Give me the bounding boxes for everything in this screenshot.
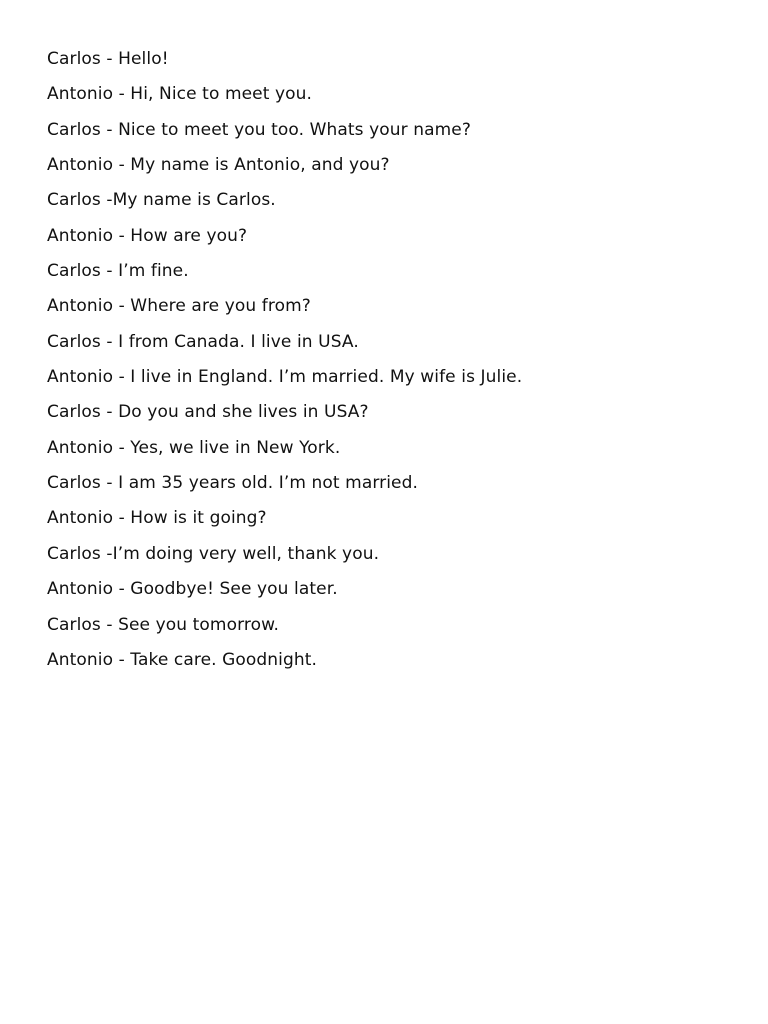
dialogue-line: Carlos - See you tomorrow. [47,614,280,635]
dialogue-list [47,42,522,678]
dialogue-line: Carlos -My name is Carlos. [47,190,276,211]
dialogue-line: Carlos - Nice to meet you too. Whats your name? [47,119,471,140]
dialogue-line: Antonio - My name is Antonio, and you? [47,155,390,176]
dialogue-line: Antonio - I live in England. I’m married. My wife is Julie. [47,367,523,388]
dialogue-line: Carlos - I am 35 years old. I’m not married. [47,473,419,494]
dialogue-line: Carlos - I’m fine. [47,261,189,282]
dialogue-line: Antonio - Take care. Goodnight. [47,649,318,670]
dialogue-line: Carlos - I from Canada. I live in USA. [47,331,359,352]
dialogue-line: Antonio - Goodbye! See you later. [47,579,338,600]
dialogue-line: Carlos - Hello! [47,49,169,69]
dialogue-line: Antonio - How is it going? [47,508,267,529]
dialogue-line: Antonio - Where are you from? [47,296,311,317]
dialogue-line: Antonio - How are you? [47,225,248,246]
dialogue-line: Carlos -I’m doing very well, thank you. [47,543,380,564]
dialogue-line: Carlos - Do you and she lives in USA? [47,402,369,423]
dialogue-line: Antonio - Hi, Nice to meet you. [47,84,313,105]
dialogue-line: Antonio - Yes, we live in New York. [47,437,341,458]
